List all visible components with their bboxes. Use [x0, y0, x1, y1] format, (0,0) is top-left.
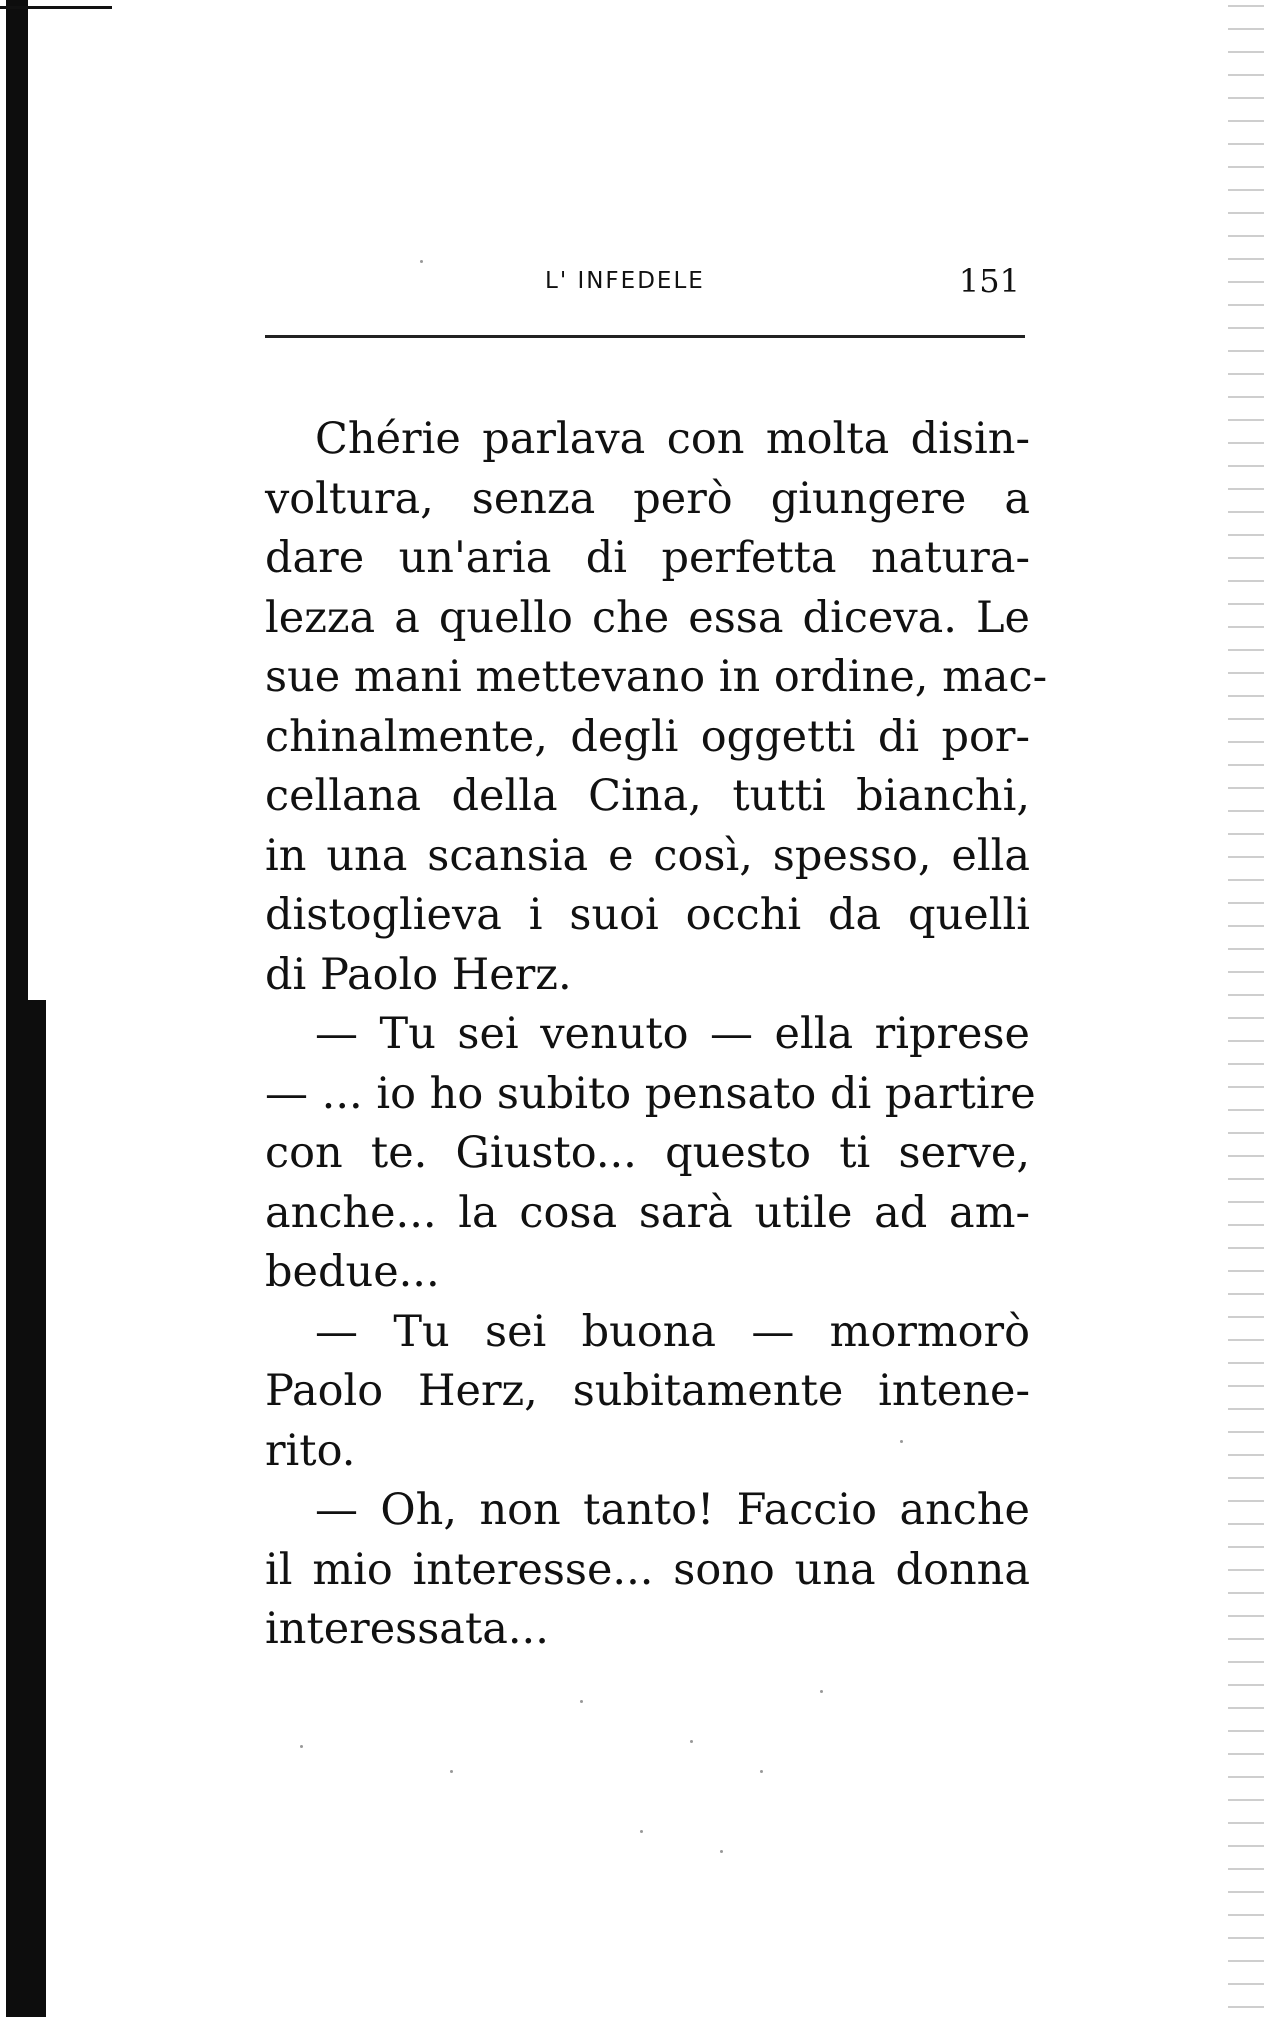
scan-speck — [900, 1440, 903, 1443]
text-line: il mio interesse... sono una donna — [265, 1544, 1030, 1595]
text-line: Paolo Herz, subitamente intene- — [265, 1366, 1030, 1416]
text-line: di Paolo Herz. — [265, 949, 572, 1000]
text-line: rito. — [265, 1425, 356, 1476]
text-line: — Tu sei buona — mormorò — [315, 1306, 1030, 1357]
text-line: lezza a quello che essa diceva. Le — [265, 592, 1030, 643]
text-line: anche... la cosa sarà utile ad am- — [265, 1187, 1030, 1238]
page-binding-edge-lower — [24, 1000, 46, 2017]
text-line: sue mani mettevano in ordine, mac- — [265, 652, 1048, 702]
text-line: in una scansia e così, spesso, ella — [265, 830, 1030, 881]
scan-speck — [450, 1770, 453, 1773]
scan-speck — [820, 1690, 823, 1693]
scan-speck — [690, 1740, 693, 1743]
scan-speck — [760, 1770, 763, 1773]
header-rule — [265, 335, 1025, 338]
text-line: cellana della Cina, tutti bianchi, — [265, 771, 1030, 821]
scan-speck — [720, 1850, 723, 1853]
text-line: — Oh, non tanto! Faccio anche — [315, 1485, 1030, 1535]
text-line: — Tu sei venuto — ella riprese — [315, 1009, 1030, 1059]
text-line: — ... io ho subito pensato di partire — [265, 1068, 1036, 1119]
text-line: chinalmente, degli oggetti di por- — [265, 711, 1030, 762]
text-line: voltura, senza però giungere a — [265, 473, 1030, 524]
text-line: bedue... — [265, 1247, 440, 1297]
scan-speck — [420, 260, 423, 263]
page-number: 151 — [958, 262, 1020, 300]
paragraph-2 — [265, 1005, 1036, 1303]
scan-speck — [300, 1745, 303, 1748]
text-line: Chérie parlava con molta disin- — [315, 414, 1030, 464]
page-header — [265, 262, 1030, 302]
running-title: L' INFEDELE — [545, 268, 705, 294]
text-line: dare un'aria di perfetta natura- — [265, 533, 1030, 583]
paragraph-4 — [265, 1481, 1030, 1660]
text-line: distoglieva i suoi occhi da quelli — [265, 890, 1030, 940]
scan-speck — [640, 1830, 643, 1833]
text-line: con te. Giusto... questo ti serve, — [265, 1128, 1030, 1178]
page-corner-mark — [0, 6, 112, 9]
paragraph-1 — [265, 410, 1048, 1005]
text-line: interessata... — [265, 1604, 549, 1654]
page-body — [265, 410, 1048, 1660]
page-right-gutter — [1228, 0, 1264, 2017]
paragraph-3 — [265, 1303, 1030, 1482]
scan-speck — [580, 1700, 583, 1703]
